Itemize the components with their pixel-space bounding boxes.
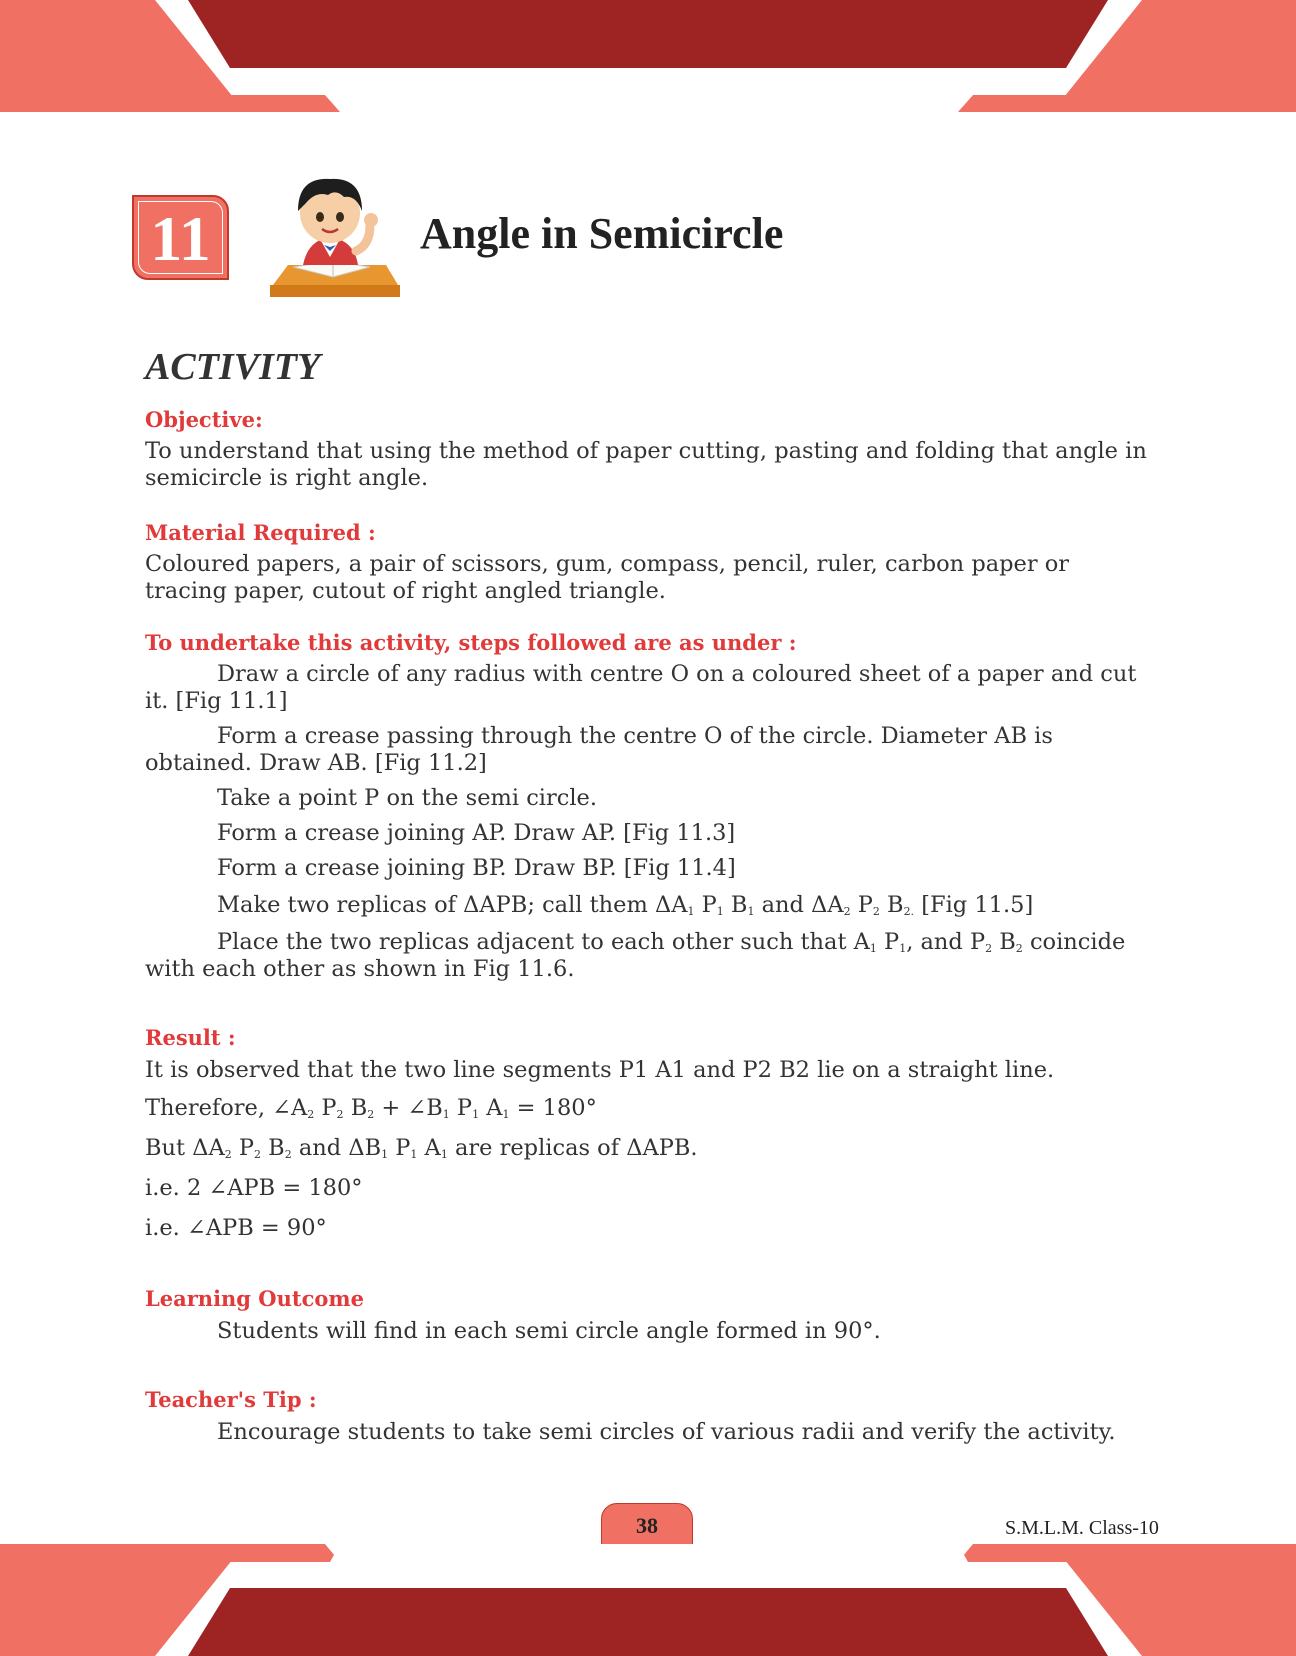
objective-text: To understand that using the method of paper cutting, pasting and folding that angle in semicircle is right angle. (145, 438, 1147, 491)
result-line-2: Therefore, $\angle A_2$ $P_2$ $B_2$ + $\angle B_1$ $P_1$ $A_1 = 180^\circ$ (145, 1095, 597, 1121)
page-content (145, 344, 1155, 1446)
result-line-3: But $\Delta A_2$ $P_2$ $B_2$ and $\Delta B_1$ $P_1$ $A_1$ are replicas of ΔAPB. (145, 1135, 698, 1161)
teachers-tip-text: Encourage students to take semi circles of various radii and verify the activity. (217, 1419, 1116, 1445)
step-5: Form a crease joining BP. Draw BP. [Fig 11.4] (217, 855, 736, 881)
teachers-tip-heading: Teacher's Tip : (145, 1387, 317, 1412)
materials-heading: Material Required : (145, 520, 376, 545)
chapter-title: Angle in Semicircle (420, 209, 784, 258)
series-label: S.M.L.M. Class-10 (1005, 1517, 1159, 1539)
chapter-number: 11 (150, 203, 211, 274)
step-2: Form a crease passing through the centre O of the circle. Diameter AB is obtained. Draw AB. [Fig 11.2] (145, 723, 1053, 776)
activity-label: ACTIVITY (145, 346, 321, 388)
result-heading: Result : (145, 1025, 236, 1050)
page-number: 38 (636, 1513, 658, 1538)
chapter-number-badge (132, 195, 229, 280)
objective-heading: Objective: (145, 407, 263, 432)
result-line-1: It is observed that the two line segments P1 A1 and P2 B2 lie on a straight line. (145, 1057, 1055, 1083)
learning-outcome-text: Students will find in each semi circle angle formed in 90°. (217, 1318, 881, 1344)
result-line-4: i.e. 2 ∠APB = 180° (145, 1175, 363, 1201)
top-decorative-band (0, 0, 1296, 115)
step-6: Make two replicas of ΔAPB; call them $\Delta A_1$ $P_1$ $B_1$ and $\Delta A_2$ $P_2$ $B_{2.}$ [Fig 11.5] (217, 892, 1034, 918)
steps-heading: To undertake this activity, steps followed are as under : (145, 630, 797, 655)
step-1: Draw a circle of any radius with centre O on a coloured sheet of a paper and cut it. [Fig 11.1] (145, 661, 1137, 714)
step-3: Take a point P on the semi circle. (217, 785, 598, 811)
boy-studying-illustration (258, 165, 403, 310)
result-line-5: i.e. ∠APB = 90° (145, 1215, 327, 1241)
bottom-decorative-band (0, 1540, 1296, 1656)
step-4: Form a crease joining AP. Draw AP. [Fig 11.3] (217, 820, 736, 846)
step-7: Place the two replicas adjacent to each other such that $A_1$ $P_1$, and $P_2$ $B_2$ coincide with each other as shown in Fig 11.6. (145, 929, 1126, 982)
materials-text: Coloured papers, a pair of scissors, gum, compass, pencil, ruler, carbon paper or tracing paper, cutout of right angled triangle. (145, 551, 1070, 604)
learning-outcome-heading: Learning Outcome (145, 1286, 364, 1311)
